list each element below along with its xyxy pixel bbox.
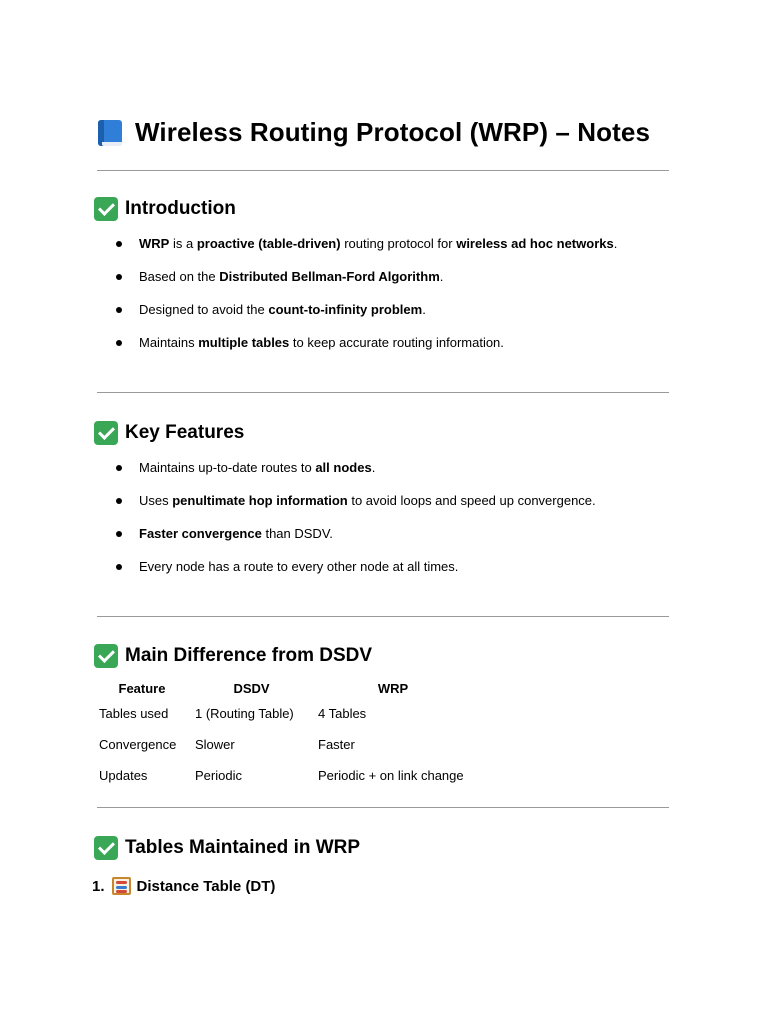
section-heading-key-features <box>94 421 244 445</box>
section-title: Introduction <box>125 198 236 219</box>
table-cell: Faster <box>318 737 355 752</box>
table-row <box>94 760 473 791</box>
check-mark-icon <box>94 644 118 668</box>
list-item <box>116 460 596 493</box>
table-cell: Periodic + on link change <box>318 768 464 783</box>
page-title: Wireless Routing Protocol (WRP) – Notes <box>135 117 651 147</box>
text-run: . <box>371 460 376 475</box>
list-item <box>116 559 596 592</box>
text-run: Based on the <box>139 269 220 284</box>
table-cell: Tables used <box>99 706 169 721</box>
bold-text: proactive (table-driven) <box>196 236 341 251</box>
bold-text: Distributed Bellman-Ford Algorithm <box>219 269 440 284</box>
text-run: Maintains up-to-date routes to <box>139 460 316 475</box>
table-cell: 4 Tables <box>318 706 367 721</box>
list-item <box>116 493 596 526</box>
table-row <box>94 729 473 760</box>
check-mark-icon <box>94 197 118 221</box>
table-row <box>94 698 473 729</box>
list-item <box>116 526 596 559</box>
list-item <box>116 236 617 269</box>
bold-text: multiple tables <box>198 335 290 350</box>
list-item <box>116 335 617 368</box>
text-run: . <box>613 236 618 251</box>
table-cell: Updates <box>99 768 148 783</box>
subsection-title: Distance Table (DT) <box>136 877 276 895</box>
text-run: is a <box>169 236 197 251</box>
divider <box>97 170 669 171</box>
bold-text: Faster convergence <box>139 526 262 541</box>
text-run: . <box>439 269 444 284</box>
table-cell: Convergence <box>99 737 177 752</box>
key-features-list <box>116 460 596 592</box>
section-title: Key Features <box>125 422 245 443</box>
title-row <box>96 117 650 148</box>
bold-text: penultimate hop information <box>172 493 348 508</box>
text-run: routing protocol for <box>340 236 457 251</box>
check-mark-icon <box>94 836 118 860</box>
section-title: Tables Maintained in WRP <box>125 837 361 858</box>
check-mark-icon <box>94 421 118 445</box>
list-item <box>116 269 617 302</box>
bold-text: wireless ad hoc networks <box>456 236 614 251</box>
column-header: Feature <box>118 680 166 696</box>
list-item <box>116 302 617 335</box>
item-number: 1. <box>92 877 105 895</box>
text-run: to avoid loops and speed up convergence. <box>347 493 596 508</box>
table-header-row <box>94 678 473 698</box>
divider <box>97 616 669 617</box>
text-run: Uses <box>139 493 173 508</box>
comparison-table <box>94 678 473 791</box>
text-run: . <box>422 302 426 317</box>
section-title: Main Difference from DSDV <box>125 645 373 666</box>
section-heading-introduction <box>94 197 236 221</box>
bold-text: all nodes <box>315 460 372 475</box>
divider <box>97 807 669 808</box>
table-cell: Slower <box>195 737 235 752</box>
text-run: Every node has a route to every other node at all times. <box>139 559 459 574</box>
table-cell: Periodic <box>195 768 242 783</box>
table-cell: 1 (Routing Table) <box>195 706 294 721</box>
text-run: Designed to avoid the <box>139 302 269 317</box>
text-run: to keep accurate routing information. <box>289 335 504 350</box>
section-heading-main-difference <box>94 644 372 668</box>
bold-text: WRP <box>139 236 170 251</box>
text-run: Maintains <box>139 335 199 350</box>
divider <box>97 392 669 393</box>
column-header: DSDV <box>233 680 270 696</box>
abacus-icon <box>112 877 131 895</box>
section-heading-tables-maintained <box>94 836 360 860</box>
introduction-list <box>116 236 617 368</box>
blue-book-icon <box>96 118 124 148</box>
text-run: than DSDV. <box>261 526 333 541</box>
bold-text: count-to-infinity problem <box>268 302 423 317</box>
subsection-distance-table <box>92 877 275 895</box>
column-header: WRP <box>377 680 409 696</box>
